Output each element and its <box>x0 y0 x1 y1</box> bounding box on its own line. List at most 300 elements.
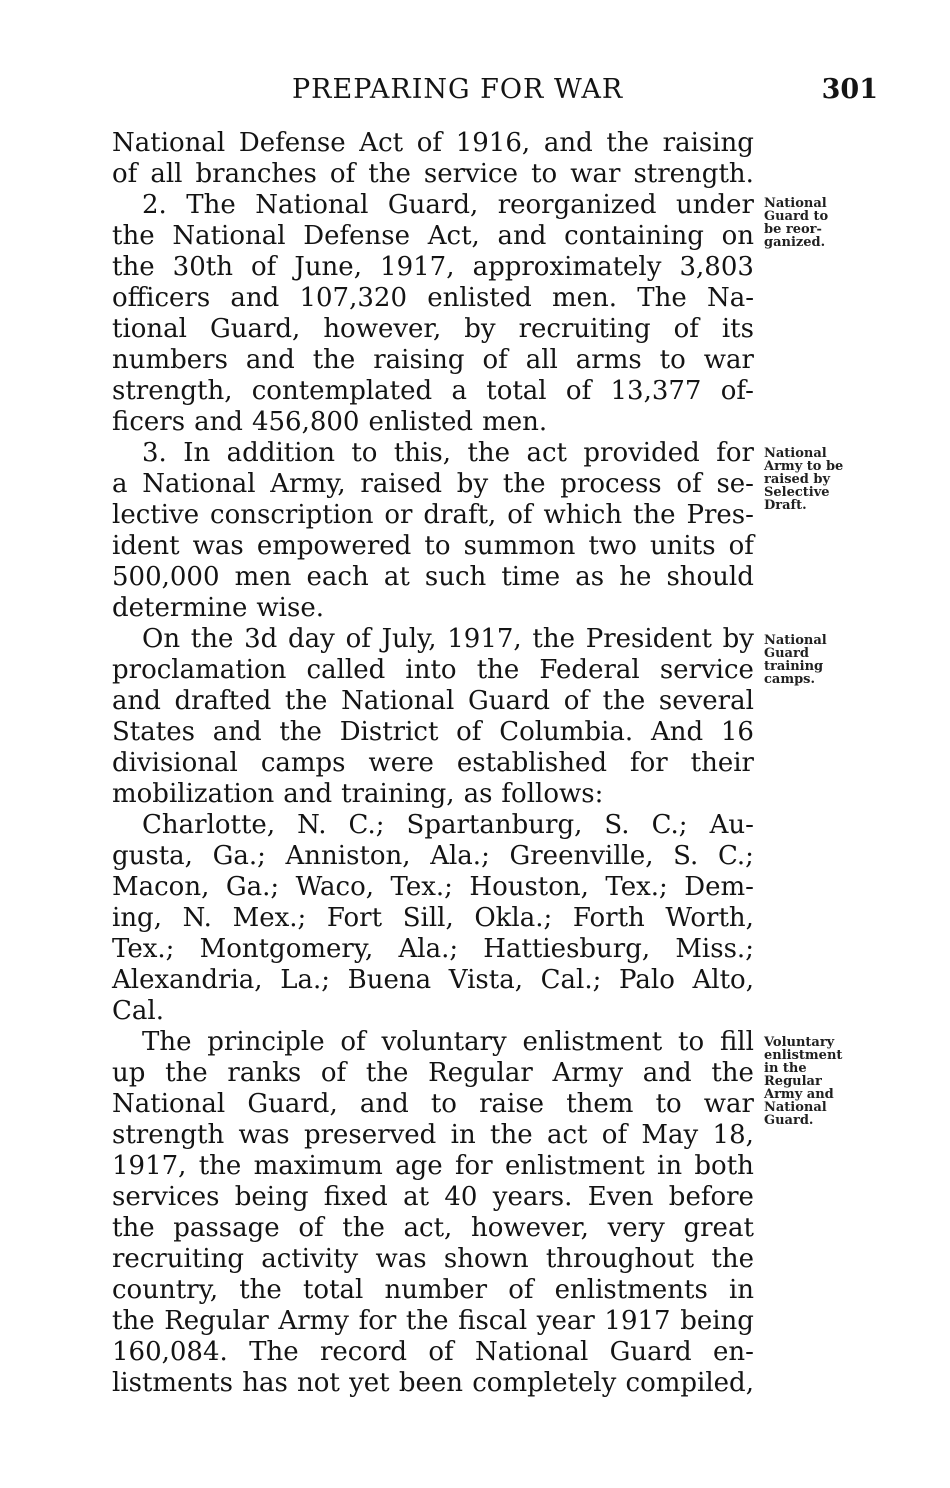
word: he <box>619 562 652 592</box>
word: C.; <box>717 841 754 871</box>
word: National <box>142 469 256 499</box>
word: by <box>464 314 496 344</box>
word: Army <box>278 1306 349 1336</box>
word: Regular <box>428 1058 533 1088</box>
word: Montgomery, <box>199 934 374 964</box>
word: a <box>451 376 467 406</box>
margin-note-line: Guard to <box>764 209 829 224</box>
word: lective <box>112 500 200 530</box>
word: preserved <box>303 1120 437 1150</box>
margin-note-line: Guard. <box>764 1113 814 1128</box>
word: number <box>384 1275 488 1305</box>
text-line <box>112 1027 754 1058</box>
word: C.; <box>348 810 385 840</box>
word: Mex.; <box>232 903 307 933</box>
text-line <box>112 438 754 469</box>
word: such <box>424 562 487 592</box>
word: to <box>430 1089 457 1119</box>
word: of <box>320 1058 347 1088</box>
word: to <box>655 1089 682 1119</box>
word: men. <box>552 283 618 313</box>
margin-note-line: Guard <box>764 646 809 661</box>
word: both <box>694 1151 754 1181</box>
word: the <box>368 159 411 189</box>
word: act <box>526 438 567 468</box>
text-line <box>112 593 754 624</box>
word: Forth <box>572 903 645 933</box>
word: of <box>507 500 533 530</box>
word: Army, <box>270 469 346 499</box>
word: enlistment <box>522 1027 663 1057</box>
word: addition <box>226 438 335 468</box>
text-line <box>112 221 754 252</box>
word: and <box>194 407 243 437</box>
word: 1916, <box>455 128 531 158</box>
margin-note-line: enlistment <box>764 1048 843 1063</box>
word: the <box>711 1058 754 1088</box>
word: record <box>319 1337 408 1367</box>
word: 1917 <box>604 1306 671 1336</box>
word: On <box>142 624 181 654</box>
word: year <box>536 1306 595 1336</box>
word: voluntary <box>381 1027 507 1057</box>
word: were <box>368 748 434 778</box>
text-line <box>112 469 754 500</box>
word: La.; <box>280 965 330 995</box>
word: July, <box>381 624 437 654</box>
word: of <box>563 686 589 716</box>
text-line <box>112 872 754 903</box>
word: the <box>312 345 356 375</box>
word: 2. <box>142 190 167 220</box>
text-line <box>112 717 754 748</box>
word: Spartanburg, <box>406 810 583 840</box>
word: activity <box>261 1244 359 1274</box>
word: shown <box>443 1244 529 1274</box>
word: called <box>306 655 386 685</box>
word: wise. <box>256 593 324 623</box>
word: and <box>112 686 161 716</box>
word: In <box>183 438 211 468</box>
word: Ga.; <box>212 841 266 871</box>
word: as <box>575 562 605 592</box>
word: The <box>249 1337 299 1367</box>
word: ficers <box>112 407 186 437</box>
word: for <box>358 1306 397 1336</box>
word: Federal <box>539 655 640 685</box>
word: up <box>112 1058 146 1088</box>
word: into <box>405 655 457 685</box>
text-line <box>112 841 754 872</box>
word: under <box>676 190 754 220</box>
word: branches <box>195 159 317 189</box>
word: the <box>502 469 546 499</box>
word: should <box>666 562 754 592</box>
word: the <box>490 1120 533 1150</box>
word: N. <box>182 903 212 933</box>
margin-note-line: ganized. <box>764 235 826 250</box>
text-line <box>112 996 754 1027</box>
word: was <box>192 531 244 561</box>
word: recruiting <box>112 1244 245 1274</box>
word: 1917, <box>447 624 522 654</box>
word: Fort <box>326 903 383 933</box>
word: National <box>112 128 226 158</box>
word: camps <box>260 748 346 778</box>
word: determine <box>112 593 248 623</box>
word: in <box>657 1151 683 1181</box>
word: enlisted <box>427 283 532 313</box>
word: Tex.; <box>112 934 175 964</box>
word: Au- <box>709 810 754 840</box>
word: them <box>566 1089 634 1119</box>
word: fixed <box>323 1182 388 1212</box>
word: on <box>721 221 754 251</box>
word: provided <box>583 438 700 468</box>
word: of <box>251 252 277 282</box>
word: to <box>678 1027 705 1057</box>
text-line <box>112 1120 754 1151</box>
word: act <box>546 1120 588 1150</box>
word: 456,800 <box>251 407 360 437</box>
word: 160,084. <box>112 1337 228 1367</box>
word: S. <box>673 841 699 871</box>
text-line <box>112 345 754 376</box>
word: passage <box>173 1213 280 1243</box>
word: Na- <box>706 283 754 313</box>
word: conscription <box>210 500 374 530</box>
word: men. <box>482 407 548 437</box>
word: 40 <box>444 1182 478 1212</box>
word: to <box>531 159 558 189</box>
text-line <box>112 748 754 779</box>
word: Guard, <box>387 190 479 220</box>
word: raising <box>662 128 754 158</box>
word: gusta, <box>112 841 193 871</box>
word: containing <box>564 221 704 251</box>
word: Tex.; <box>390 872 453 902</box>
word: raised <box>360 469 443 499</box>
word: maximum <box>253 1151 383 1181</box>
margin-note-line: National <box>764 196 827 211</box>
word: 3d <box>244 624 278 654</box>
word: contemplated <box>251 376 433 406</box>
word: compiled, <box>625 1368 754 1398</box>
word: to <box>659 345 686 375</box>
margin-note-training-camps <box>764 634 827 686</box>
text-line <box>112 1058 754 1089</box>
word: Guard <box>609 1337 692 1367</box>
text-line <box>112 779 754 810</box>
word: total <box>302 1275 364 1305</box>
word: the <box>112 221 155 251</box>
word: Miss.; <box>675 934 754 964</box>
word: of <box>456 717 482 747</box>
word: arms <box>575 345 642 375</box>
word: S. <box>604 810 630 840</box>
margin-note-line: camps. <box>764 672 816 687</box>
word: the <box>711 1244 754 1274</box>
word: Pres- <box>686 500 754 530</box>
text-line <box>112 903 754 934</box>
word: the <box>198 1151 242 1181</box>
word: very <box>607 1213 665 1243</box>
word: approximately <box>472 252 662 282</box>
word: National <box>475 1337 589 1367</box>
word: in <box>450 1120 476 1150</box>
word: N. <box>297 810 327 840</box>
word: 1917, <box>380 252 455 282</box>
word: its <box>721 314 754 344</box>
word: National <box>341 686 455 716</box>
word: Houston, <box>469 872 589 902</box>
text-line <box>112 1213 754 1244</box>
margin-note-line: in the <box>764 1061 807 1076</box>
margin-note-line: Voluntary <box>764 1035 835 1050</box>
word: the <box>190 624 234 654</box>
text-line <box>112 1368 754 1399</box>
word: May <box>641 1120 699 1150</box>
text-line <box>112 159 754 190</box>
word: completely <box>472 1368 617 1398</box>
word: District <box>339 717 439 747</box>
word: before <box>668 1182 754 1212</box>
word: 3,803 <box>679 252 754 282</box>
word: Ala.; <box>430 841 490 871</box>
word: the <box>284 686 328 716</box>
word: age <box>395 1151 443 1181</box>
word: and <box>642 1058 692 1088</box>
word: en- <box>713 1337 754 1367</box>
word: at <box>383 562 410 592</box>
word: two <box>588 531 637 561</box>
text-line <box>112 376 754 407</box>
text-line <box>112 810 754 841</box>
word: and <box>359 1089 409 1119</box>
word: Act <box>359 128 404 158</box>
word: the <box>279 717 322 747</box>
word: of <box>565 376 592 406</box>
word: tional <box>112 314 187 344</box>
word: of <box>673 314 699 344</box>
text-line <box>112 562 754 593</box>
word: ranks <box>227 1058 302 1088</box>
text-line <box>112 624 754 655</box>
word: the <box>632 500 676 530</box>
word: numbers <box>112 345 228 375</box>
word: divisional <box>112 748 238 778</box>
word: Sill, <box>402 903 454 933</box>
word: however, <box>470 1213 589 1243</box>
word: Guard <box>467 686 551 716</box>
word: Waco, <box>295 872 375 902</box>
word: their <box>690 748 754 778</box>
word: war <box>703 345 754 375</box>
page-number: 301 <box>821 74 878 105</box>
word: of <box>601 1120 628 1150</box>
word: was <box>238 1120 290 1150</box>
word: being <box>680 1306 754 1336</box>
word: of <box>482 345 508 375</box>
word: war <box>570 159 621 189</box>
word: at <box>403 1182 430 1212</box>
word: 3. <box>142 438 167 468</box>
word: Buena <box>347 965 432 995</box>
word: and <box>245 345 295 375</box>
word: day <box>288 624 335 654</box>
margin-note-national-army <box>764 447 843 512</box>
margin-note-national-guard <box>764 197 828 249</box>
word: fiscal <box>458 1306 528 1336</box>
text-line <box>112 500 754 531</box>
word: act, <box>403 1213 453 1243</box>
word: strength. <box>633 159 754 189</box>
word: the <box>342 1213 385 1243</box>
word: President <box>585 624 712 654</box>
word: Worth, <box>665 903 754 933</box>
word: the <box>112 1306 155 1336</box>
margin-note-line: Regular <box>764 1074 822 1089</box>
word: of <box>508 1275 534 1305</box>
word: a <box>112 469 128 499</box>
word: Defense <box>303 221 411 251</box>
word: this, <box>393 438 452 468</box>
word: National <box>172 221 286 251</box>
word: 18, <box>712 1120 754 1150</box>
word: 107,320 <box>299 283 407 313</box>
word: Cal. <box>112 996 164 1026</box>
word: been <box>398 1368 464 1398</box>
text-line <box>112 1275 754 1306</box>
word: and <box>543 128 593 158</box>
word: the <box>112 252 155 282</box>
text-line <box>112 1337 754 1368</box>
word: each <box>306 562 369 592</box>
running-head: PREPARING FOR WAR <box>292 74 624 105</box>
word: mobilization <box>112 779 275 809</box>
text-line <box>112 1089 754 1120</box>
word: National <box>255 190 369 220</box>
word: 13,377 <box>610 376 702 406</box>
word: of- <box>720 376 754 406</box>
word: Act, <box>427 221 480 251</box>
word: war <box>703 1089 754 1119</box>
word: service <box>423 159 519 189</box>
word: to <box>424 531 451 561</box>
text-line <box>112 128 754 159</box>
margin-note-line: Selective <box>764 485 830 500</box>
text-line <box>112 1182 754 1213</box>
text-line <box>112 252 754 283</box>
word: empowered <box>256 531 412 561</box>
word: listments <box>112 1368 233 1398</box>
margin-note-line: be reor- <box>764 222 822 237</box>
word: Ga.; <box>225 872 280 902</box>
margin-note-line: training <box>764 659 824 674</box>
word: Regular <box>164 1306 269 1336</box>
word: raise <box>479 1089 545 1119</box>
text-line <box>112 1151 754 1182</box>
word: Ala.; <box>398 934 459 964</box>
text-line <box>112 655 754 686</box>
word: being <box>234 1182 309 1212</box>
word: years. <box>492 1182 573 1212</box>
word: established <box>456 748 607 778</box>
word: was <box>375 1244 427 1274</box>
word: ing, <box>112 903 162 933</box>
word: The <box>186 190 236 220</box>
margin-note-line: National <box>764 446 827 461</box>
word: Palo <box>619 965 675 995</box>
word: the <box>476 655 520 685</box>
word: Cal.; <box>540 965 602 995</box>
word: and <box>230 283 280 313</box>
word: great <box>683 1213 754 1243</box>
word: fill <box>719 1027 754 1057</box>
word: Alto, <box>692 965 754 995</box>
page-header <box>110 72 878 112</box>
word: not <box>297 1368 340 1398</box>
word: Columbia. <box>499 717 634 747</box>
text-line <box>112 283 754 314</box>
word: all <box>150 159 183 189</box>
text-line <box>112 965 754 996</box>
word: States <box>112 717 195 747</box>
word: the <box>239 1275 282 1305</box>
word: drafted <box>174 686 272 716</box>
word: 30th <box>172 252 233 282</box>
word: strength, <box>112 376 233 406</box>
word: of <box>329 159 356 189</box>
word: by <box>456 469 489 499</box>
word: process <box>560 469 662 499</box>
word: units <box>649 531 716 561</box>
word: by <box>722 624 754 654</box>
word: of <box>428 1337 454 1367</box>
word: has <box>242 1368 288 1398</box>
word: proclamation <box>112 655 287 685</box>
word: the <box>112 1213 155 1243</box>
word: of <box>416 128 443 158</box>
word: the <box>602 686 646 716</box>
word: and <box>283 779 333 809</box>
word: C.; <box>651 810 688 840</box>
word: Dem- <box>684 872 754 902</box>
text-line <box>112 407 754 438</box>
word: Guard, <box>209 314 301 344</box>
word: of <box>345 624 371 654</box>
text-line <box>112 314 754 345</box>
margin-note-line: Army to be <box>764 459 844 474</box>
margin-note-line: National <box>764 633 827 648</box>
word: for <box>454 1151 493 1181</box>
word: enlistments <box>554 1275 708 1305</box>
word: Anniston, <box>285 841 411 871</box>
margin-note-voluntary-enlistment <box>764 1036 842 1127</box>
word: services <box>112 1182 220 1212</box>
word: Vista, <box>448 965 523 995</box>
word: to <box>351 438 378 468</box>
word: principle <box>207 1027 325 1057</box>
word: country, <box>112 1275 219 1305</box>
margin-note-line: Army and <box>764 1087 834 1102</box>
word: men <box>234 562 292 592</box>
word: total <box>486 376 547 406</box>
word: which <box>543 500 623 530</box>
word: the <box>532 624 576 654</box>
word: 500,000 <box>112 562 220 592</box>
word: however, <box>323 314 442 344</box>
